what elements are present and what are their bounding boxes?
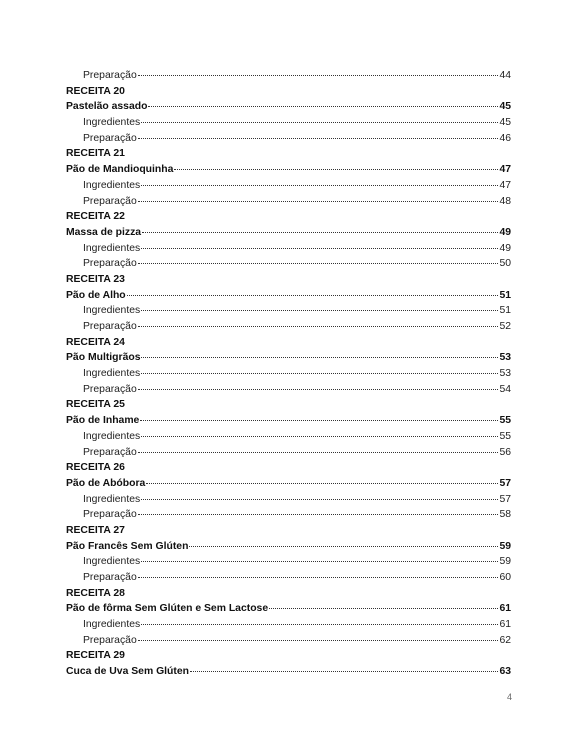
toc-entry-recipe-title[interactable]: [66, 601, 511, 617]
toc-entry-label: Pão de Mandioquinha: [66, 164, 174, 176]
toc-entry-ingredientes[interactable]: [66, 492, 511, 508]
toc-entry-page: 47: [499, 164, 511, 176]
dot-leader: [138, 201, 499, 202]
toc-entry-label: Preparação: [83, 321, 137, 332]
toc-entry-page: 49: [499, 242, 511, 254]
toc-entry-label: Ingredientes: [83, 117, 141, 129]
dot-leader: [146, 483, 498, 484]
toc-entry-page: 62: [499, 634, 511, 646]
toc-entry-page: 53: [499, 368, 511, 380]
dot-leader: [138, 389, 499, 390]
dot-leader: [141, 310, 498, 311]
toc-entry-label: Pastelão assado: [66, 101, 148, 113]
dot-leader: [138, 75, 499, 76]
toc-entry-label: Ingredientes: [83, 242, 141, 254]
toc-entry-ingredientes[interactable]: [66, 178, 511, 194]
toc-entry-preparacao[interactable]: [66, 570, 511, 586]
toc-entry-label: Ingredientes: [83, 305, 141, 317]
page-number: 4: [506, 692, 512, 702]
dot-leader: [138, 326, 499, 327]
toc-entry-label: Pão Francês Sem Glúten: [66, 540, 189, 552]
dot-leader: [138, 514, 499, 515]
toc-entry-label: Preparação: [83, 509, 137, 521]
recipe-heading: RECEITA 26: [66, 462, 125, 474]
dot-leader: [141, 122, 498, 123]
toc-entry-label: Preparação: [83, 446, 137, 458]
toc-entry-recipe-title[interactable]: [66, 99, 511, 115]
dot-leader: [142, 232, 498, 233]
recipe-heading: RECEITA 29: [66, 650, 125, 662]
toc-entry-page: 63: [499, 666, 511, 678]
table-of-contents: [66, 68, 511, 680]
dot-leader: [141, 248, 498, 249]
toc-entry-label: Preparação: [83, 132, 137, 144]
toc-entry-label: Ingredientes: [83, 368, 141, 380]
dot-leader: [189, 546, 498, 547]
dot-leader: [127, 295, 499, 296]
toc-entry-label: Preparação: [83, 70, 137, 81]
toc-entry-recipe-title[interactable]: [66, 413, 511, 429]
dot-leader: [138, 577, 499, 578]
toc-entry-label: Preparação: [83, 195, 137, 207]
toc-entry-page: 56: [499, 446, 511, 458]
toc-entry-recipe-title[interactable]: [66, 350, 511, 366]
toc-entry-label: Ingredientes: [83, 619, 141, 631]
recipe-heading: RECEITA 27: [66, 524, 125, 536]
toc-entry-label: Pão de Alho: [66, 289, 126, 301]
dot-leader: [140, 420, 498, 421]
toc-entry-preparacao[interactable]: [66, 194, 511, 210]
toc-entry-recipe-title[interactable]: [66, 288, 511, 304]
toc-entry-preparacao[interactable]: [66, 633, 511, 649]
toc-entry-page: 49: [499, 226, 511, 238]
toc-entry-page: 57: [499, 493, 511, 505]
toc-entry-page: 61: [499, 619, 511, 631]
dot-leader: [141, 499, 498, 500]
dot-leader: [141, 185, 498, 186]
toc-entry-recipe-title[interactable]: [66, 664, 511, 680]
recipe-list: [66, 84, 511, 680]
toc-entry-recipe-title[interactable]: [66, 225, 511, 241]
toc-entry-page: 47: [499, 179, 511, 191]
toc-entry-label: Ingredientes: [83, 430, 141, 442]
toc-entry-preparacao[interactable]: [66, 256, 511, 272]
toc-entry-page: 51: [499, 305, 511, 317]
toc-entry-ingredientes[interactable]: [66, 303, 511, 319]
toc-entry-page: 50: [499, 258, 511, 270]
toc-entry-ingredientes[interactable]: [66, 366, 511, 382]
toc-entry-preparacao[interactable]: [66, 68, 511, 84]
toc-entry-page: 46: [499, 132, 511, 144]
toc-entry-recipe-title[interactable]: [66, 539, 511, 555]
toc-entry-label: Preparação: [83, 572, 137, 583]
dot-leader: [148, 106, 498, 107]
toc-entry-label: Massa de pizza: [66, 226, 142, 238]
toc-entry-label: Pão de Abóbora: [66, 477, 146, 489]
toc-entry-label: Ingredientes: [83, 556, 141, 568]
toc-entry-label: Ingredientes: [83, 179, 141, 191]
toc-entry-ingredientes[interactable]: [66, 115, 511, 131]
dot-leader: [138, 640, 499, 641]
dot-leader: [141, 357, 498, 358]
recipe-heading: RECEITA 25: [66, 399, 125, 411]
toc-entry-recipe-title[interactable]: [66, 476, 511, 492]
toc-entry-label: Ingredientes: [83, 493, 141, 505]
recipe-heading: RECEITA 22: [66, 211, 125, 223]
toc-entry-page: 61: [499, 603, 511, 615]
toc-entry-preparacao[interactable]: [66, 131, 511, 147]
toc-entry-label: Cuca de Uva Sem Glúten: [66, 666, 189, 678]
recipe-heading: RECEITA 23: [66, 273, 125, 285]
toc-entry-preparacao[interactable]: [66, 382, 511, 398]
toc-entry-label: Preparação: [83, 634, 137, 646]
toc-entry-preparacao[interactable]: [66, 445, 511, 461]
dot-leader: [138, 138, 499, 139]
dot-leader: [141, 436, 498, 437]
dot-leader: [174, 169, 498, 170]
toc-entry-page: 53: [499, 352, 511, 364]
toc-entry-page: 52: [499, 321, 511, 332]
toc-entry-page: 57: [499, 477, 511, 489]
toc-entry-page: 45: [499, 101, 511, 113]
dot-leader: [138, 452, 499, 453]
toc-entry-page: 48: [499, 195, 511, 207]
toc-entry-preparacao[interactable]: [66, 319, 511, 335]
dot-leader: [141, 561, 498, 562]
dot-leader: [141, 624, 498, 625]
toc-entry-ingredientes[interactable]: [66, 554, 511, 570]
recipe-heading: RECEITA 20: [66, 85, 125, 97]
toc-entry-ingredientes[interactable]: [66, 617, 511, 633]
dot-leader: [190, 671, 498, 672]
recipe-heading: RECEITA 28: [66, 587, 125, 599]
toc-entry-page: 59: [499, 540, 511, 552]
toc-entry-page: 60: [499, 572, 511, 583]
toc-entry-page: 44: [499, 70, 511, 81]
toc-entry-page: 59: [499, 556, 511, 568]
toc-entry-preparacao[interactable]: [66, 507, 511, 523]
toc-entry-label: Pão de Inhame: [66, 415, 140, 427]
dot-leader: [138, 263, 499, 264]
toc-entry-label: Preparação: [83, 258, 137, 270]
toc-entry-page: 55: [499, 415, 511, 427]
recipe-heading: RECEITA 21: [66, 148, 125, 160]
toc-entry-recipe-title[interactable]: [66, 162, 511, 178]
dot-leader: [141, 373, 498, 374]
recipe-heading: RECEITA 24: [66, 336, 125, 348]
toc-entry-label: Pão de fôrma Sem Glúten e Sem Lactose: [66, 603, 269, 615]
toc-entry-ingredientes[interactable]: [66, 429, 511, 445]
toc-entry-page: 55: [499, 430, 511, 442]
toc-entry-page: 54: [499, 383, 511, 395]
toc-entry-label: Pão Multigrãos: [66, 352, 141, 364]
toc-entry-page: 45: [499, 117, 511, 129]
toc-entry-page: 51: [499, 289, 511, 301]
dot-leader: [269, 608, 498, 609]
toc-entry-label: Preparação: [83, 383, 137, 395]
toc-entry-ingredientes[interactable]: [66, 241, 511, 257]
toc-entry-page: 58: [499, 509, 511, 521]
